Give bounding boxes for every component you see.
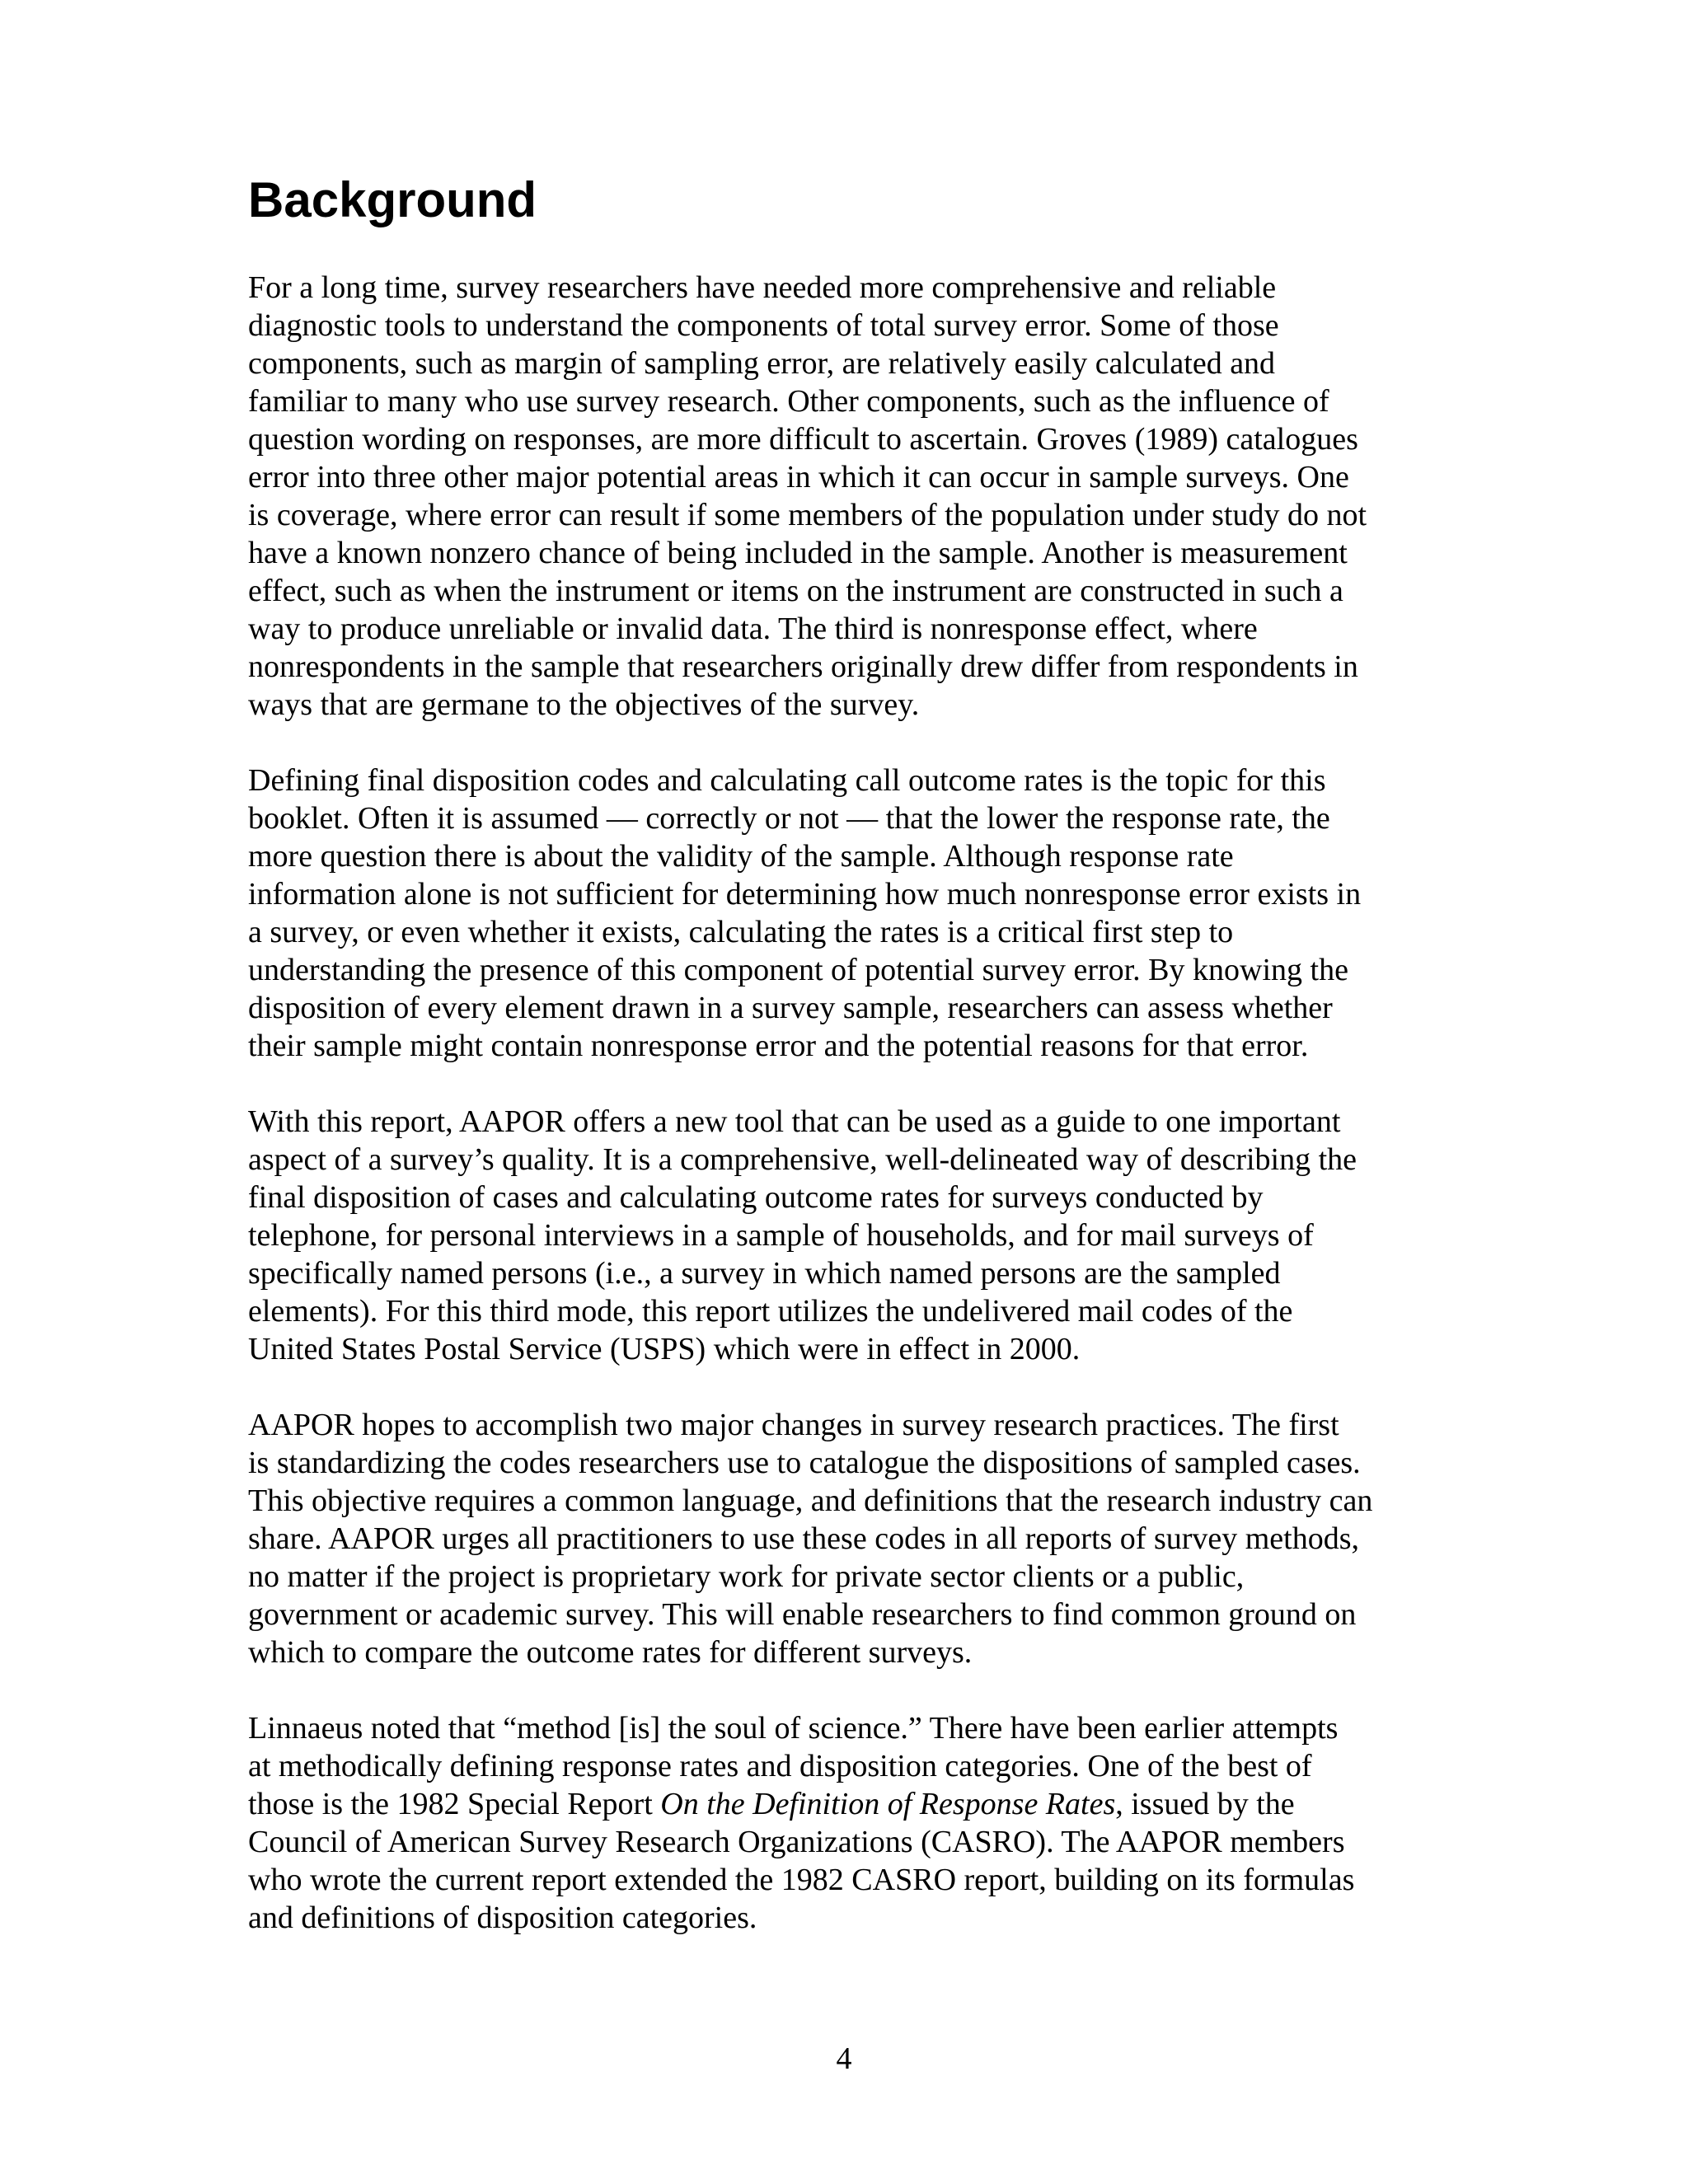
text-line: Defining final disposition codes and calculating call outcome rates is the topic for this [248, 763, 1326, 798]
page-number: 4 [836, 2041, 852, 2076]
text-line: question wording on responses, are more difficult to ascertain. Groves (1989) catalogues [248, 422, 1358, 457]
text-line: is standardizing the codes researchers use to catalogue the dispositions of sampled cases. [248, 1446, 1361, 1480]
text-segment: , issued by the [1115, 1787, 1295, 1821]
text-line: effect, such as when the instrument or items on the instrument are constructed in such a [248, 574, 1343, 608]
text-line: diagnostic tools to understand the components of total survey error. Some of those [248, 308, 1279, 343]
text-line: telephone, for personal interviews in a sample of households, and for mail surveys of [248, 1218, 1314, 1253]
text-line: their sample might contain nonresponse error and the potential reasons for that error. [248, 1029, 1309, 1063]
text-line: who wrote the current report extended the 1982 CASRO report, building on its formulas [248, 1863, 1355, 1897]
text-line: This objective requires a common language, and definitions that the research industry can [248, 1483, 1373, 1518]
text-segment: those is the 1982 Special Report [248, 1787, 661, 1821]
text-line: no matter if the project is proprietary work for private sector clients or a public, [248, 1559, 1245, 1594]
text-line: share. AAPOR urges all practitioners to use these codes in all reports of survey methods, [248, 1521, 1360, 1556]
text-line: booklet. Often it is assumed — correctly or not — that the lower the response rate, the [248, 801, 1330, 836]
paragraph-aapor-goals [248, 1406, 1460, 1671]
body-text [248, 269, 1460, 1975]
text-line: Linnaeus noted that “method [is] the soul of science.” There have been earlier attempts [248, 1711, 1339, 1746]
text-line: at methodically defining response rates and disposition categories. One of the best of [248, 1749, 1312, 1783]
text-line: aspect of a survey’s quality. It is a comprehensive, well-delineated way of describing the [248, 1142, 1357, 1177]
text-line: error into three other major potential areas in which it can occur in sample surveys. One [248, 460, 1349, 494]
text-line: more question there is about the validity of the sample. Although response rate [248, 839, 1234, 874]
text-line: For a long time, survey researchers have needed more comprehensive and reliable [248, 270, 1277, 305]
text-line: disposition of every element drawn in a survey sample, researchers can assess whether [248, 991, 1333, 1025]
text-line: understanding the presence of this component of potential survey error. By knowing the [248, 953, 1348, 987]
text-line: Council of American Survey Research Organizations (CASRO). The AAPOR members [248, 1825, 1345, 1859]
paragraph-disposition-codes [248, 762, 1460, 1065]
text-line: With this report, AAPOR offers a new tool that can be used as a guide to one important [248, 1104, 1341, 1139]
text-line: a survey, or even whether it exists, calculating the rates is a critical first step to [248, 915, 1234, 949]
text-line: which to compare the outcome rates for different surveys. [248, 1635, 973, 1670]
paragraph-aapor-tool [248, 1103, 1460, 1368]
text-line: United States Postal Service (USPS) which were in effect in 2000. [248, 1332, 1081, 1366]
text-line: way to produce unreliable or invalid data. The third is nonresponse effect, where [248, 612, 1258, 646]
text-line: elements). For this third mode, this report utilizes the undelivered mail codes of the [248, 1294, 1293, 1329]
report-title: On the Definition of Response Rates [660, 1787, 1116, 1821]
text-line: familiar to many who use survey research. Other components, such as the influence of [248, 384, 1329, 419]
paragraph-linnaeus [248, 1709, 1460, 1937]
text-line: ways that are germane to the objectives of the survey. [248, 687, 920, 722]
text-line: AAPOR hopes to accomplish two major changes in survey research practices. The first [248, 1408, 1339, 1442]
text-line: final disposition of cases and calculating outcome rates for surveys conducted by [248, 1180, 1264, 1215]
text-line: is coverage, where error can result if some members of the population under study do not [248, 498, 1367, 532]
text-line: information alone is not sufficient for determining how much nonresponse error exists in [248, 877, 1362, 912]
text-line: and definitions of disposition categories. [248, 1900, 757, 1935]
text-line-with-title [248, 1785, 1460, 1823]
section-heading: Background [248, 172, 537, 227]
text-line: components, such as margin of sampling error, are relatively easily calculated and [248, 346, 1276, 381]
paragraph-total-survey-error [248, 269, 1460, 724]
text-line: government or academic survey. This will enable researchers to find common ground on [248, 1597, 1357, 1632]
text-line: specifically named persons (i.e., a survey in which named persons are the sampled [248, 1256, 1281, 1291]
text-line: have a known nonzero chance of being included in the sample. Another is measurement [248, 536, 1348, 570]
text-line: nonrespondents in the sample that researchers originally drew differ from respondents in [248, 649, 1358, 684]
